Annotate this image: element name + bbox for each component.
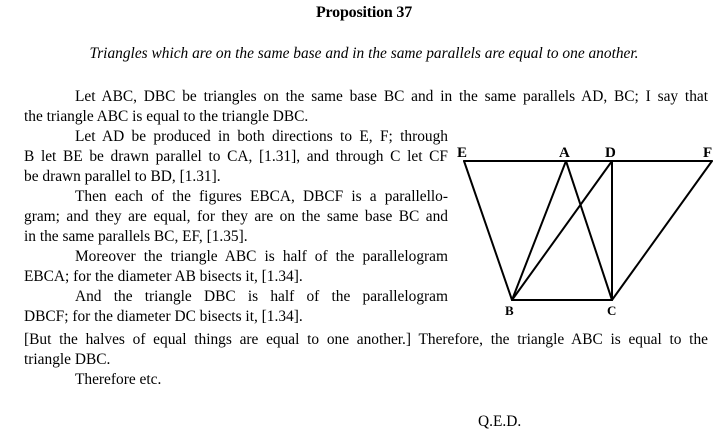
label-A: A xyxy=(559,145,570,161)
enunciation: Triangles which are on the same base and in the same parallels are equal to one another. xyxy=(89,45,639,62)
text-line: EBCA; for the diameter AB bisects it, [1.34]. xyxy=(24,268,303,285)
label-F: F xyxy=(703,145,713,161)
line-BA xyxy=(512,161,566,300)
proposition-title: Proposition 37 xyxy=(315,4,413,21)
text-line: in the same parallels BC, EF, [1.35]. xyxy=(24,228,248,245)
line-BD xyxy=(512,161,612,300)
text-line: Let ABC, DBC be triangles on the same base BC and in the same parallels AD, BC; I say that xyxy=(75,88,708,105)
paragraph-setup xyxy=(24,87,708,127)
text-line: And the triangle DBC is half of the parallelogram xyxy=(75,288,448,305)
text-line: Let AD be produced in both directions to E, F; through xyxy=(75,128,448,145)
line-EB xyxy=(464,161,512,300)
line-CF xyxy=(612,161,712,300)
qed-mark: Q.E.D. xyxy=(478,413,522,430)
text-line: triangle DBC. xyxy=(24,351,111,368)
text-line: Then each of the figures EBCA, DBCF is a parallello- xyxy=(75,188,448,205)
text-line: B let BE be drawn parallel to CA, [1.31], and through C let CF xyxy=(24,148,448,165)
label-C: C xyxy=(607,303,617,318)
proposition-figure xyxy=(455,140,725,320)
line-AC xyxy=(566,161,612,300)
text-line: Moreover the triangle ABC is half of the parallelogram xyxy=(75,248,448,265)
paragraph-construction xyxy=(24,127,448,327)
label-D: D xyxy=(605,145,616,161)
paragraph-conclusion xyxy=(24,330,708,390)
label-B: B xyxy=(505,303,514,318)
label-E: E xyxy=(457,145,468,161)
text-line: Therefore etc. xyxy=(75,371,162,388)
text-line: the triangle ABC is equal to the triangle DBC. xyxy=(24,108,309,125)
text-line: [But the halves of equal things are equal to one another.] Therefore, the triangle ABC is equal to the xyxy=(24,331,708,348)
text-line: be drawn parallel to BD, [1.31]. xyxy=(24,168,221,185)
text-line: gram; and they are equal, for they are on the same base BC and xyxy=(24,208,448,225)
text-line: DBCF; for the diameter DC bisects it, [1.34]. xyxy=(24,308,303,325)
